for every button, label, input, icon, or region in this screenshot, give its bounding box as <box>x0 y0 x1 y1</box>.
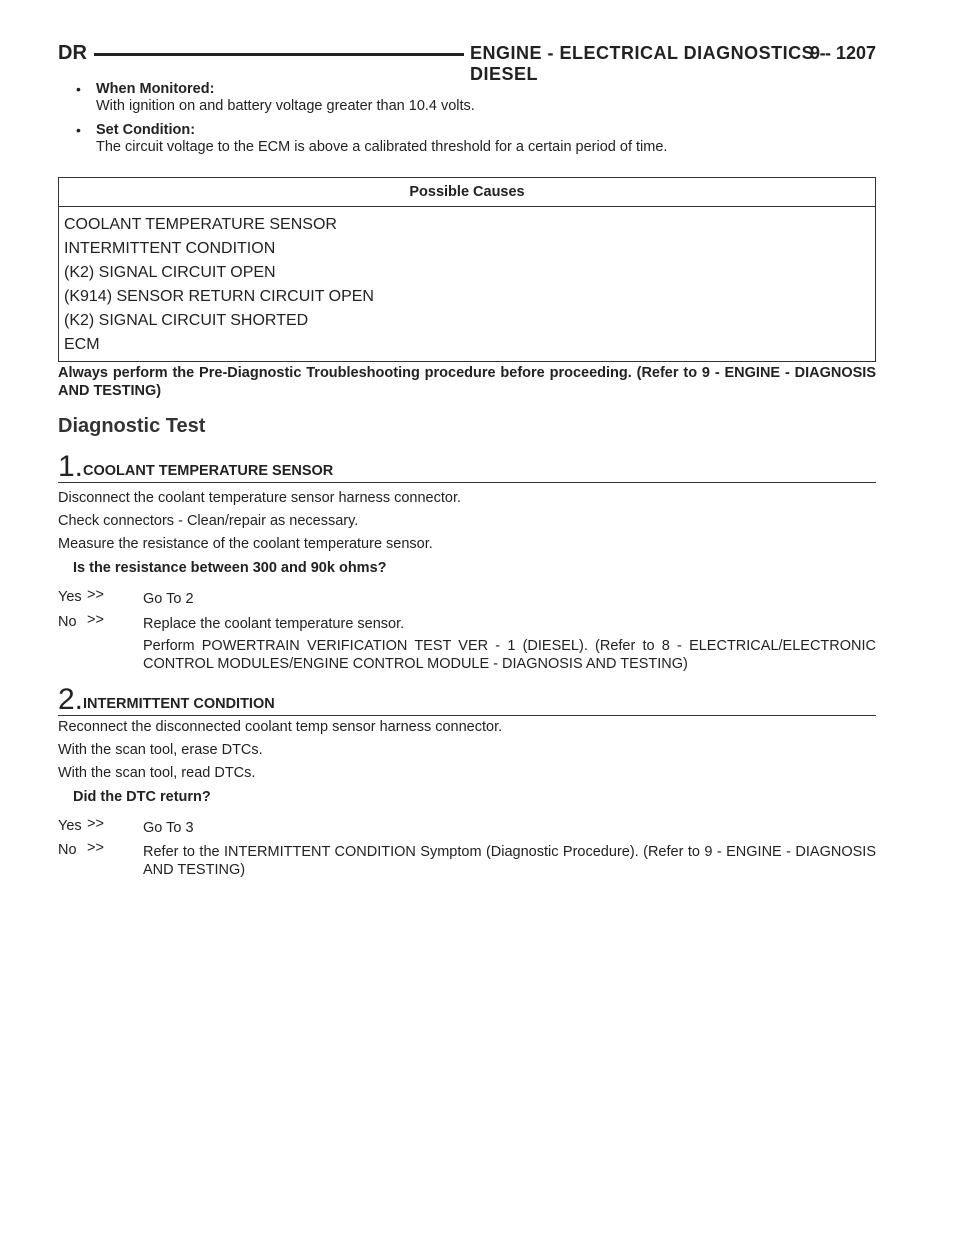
cause-item: ECM <box>64 336 100 353</box>
answer-yes-text: Go To 3 <box>143 820 194 836</box>
step-question: Is the resistance between 300 and 90k ohms? <box>73 560 387 576</box>
step-instruction: Measure the resistance of the coolant temperature sensor. <box>58 536 433 552</box>
arrow-icon: >> <box>87 840 104 856</box>
answer-yes-label: Yes <box>58 818 82 834</box>
header-model: DR <box>58 42 87 64</box>
answer-no-label: No <box>58 842 77 858</box>
when-monitored-text: With ignition on and battery voltage greater than 10.4 volts. <box>96 98 475 114</box>
answer-no <box>58 612 876 673</box>
cause-item: (K2) SIGNAL CIRCUIT OPEN <box>64 264 276 281</box>
step-instruction: Check connectors - Clean/repair as necessary. <box>58 513 359 529</box>
header-page-number: 9 - 1207 <box>809 43 876 63</box>
step-heading <box>58 685 876 716</box>
page-header <box>58 40 876 84</box>
arrow-icon: >> <box>87 587 104 603</box>
cause-item: (K2) SIGNAL CIRCUIT SHORTED <box>64 312 309 329</box>
arrow-icon: >> <box>87 816 104 832</box>
step-title: COOLANT TEMPERATURE SENSOR <box>83 463 334 479</box>
answer-yes <box>58 816 876 837</box>
section-title: Diagnostic Test <box>58 415 206 437</box>
set-condition-text: The circuit voltage to the ECM is above a calibrated threshold for a certain period of time. <box>96 139 668 155</box>
answer-no-text: Replace the coolant temperature sensor. <box>143 616 405 632</box>
step-number: 2. <box>58 683 84 716</box>
answer-yes-text: Go To 2 <box>143 591 194 607</box>
arrow-icon: >> <box>87 612 104 628</box>
step-instruction: With the scan tool, read DTCs. <box>58 765 256 781</box>
answer-no <box>58 840 876 879</box>
cause-item: (K914) SENSOR RETURN CIRCUIT OPEN <box>64 288 374 305</box>
answer-no-text-2: Perform POWERTRAIN VERIFICATION TEST VER - 1 (DIESEL). (Refer to 8 - ELECTRICAL/ELECTRONIC CONTROL MODULES/ENGINE CONTROL MODULE - DIAGNOSIS AND TESTING) <box>143 638 876 672</box>
bullet-icon: • <box>76 81 81 97</box>
answer-no-label: No <box>58 614 77 630</box>
step-2 <box>58 683 876 878</box>
step-instruction: With the scan tool, erase DTCs. <box>58 742 263 758</box>
step-instruction: Reconnect the disconnected coolant temp sensor harness connector. <box>58 719 503 735</box>
step-1 <box>58 450 876 672</box>
step-question: Did the DTC return? <box>73 789 211 805</box>
when-monitored <box>58 81 914 115</box>
set-condition <box>58 122 914 156</box>
answer-yes-label: Yes <box>58 589 82 605</box>
step-number: 1. <box>58 450 84 483</box>
header-rule <box>94 53 464 56</box>
header-title: ENGINE - ELECTRICAL DIAGNOSTICS - DIESEL <box>470 43 827 84</box>
pre-diagnostic-note: Always perform the Pre-Diagnostic Troubleshooting procedure before proceeding. (Refer to 9 - ENGINE - DIAGNOSIS AND TESTING) <box>58 365 876 399</box>
possible-causes-table <box>58 177 876 362</box>
set-condition-label: Set Condition: <box>96 122 196 138</box>
when-monitored-label: When Monitored: <box>96 81 215 97</box>
step-heading <box>58 452 876 483</box>
step-instruction: Disconnect the coolant temperature sensor harness connector. <box>58 490 462 506</box>
cause-item: INTERMITTENT CONDITION <box>64 240 276 257</box>
step-title: INTERMITTENT CONDITION <box>83 696 275 712</box>
possible-causes-header: Possible Causes <box>59 178 876 207</box>
answer-no-text: Refer to the INTERMITTENT CONDITION Symptom (Diagnostic Procedure). (Refer to 9 - ENGINE - DIAGNOSIS AND TESTING) <box>143 844 876 878</box>
cause-item: COOLANT TEMPERATURE SENSOR <box>64 216 337 233</box>
bullet-icon: • <box>76 122 81 138</box>
answer-yes <box>58 587 876 608</box>
possible-causes-list <box>58 207 876 362</box>
